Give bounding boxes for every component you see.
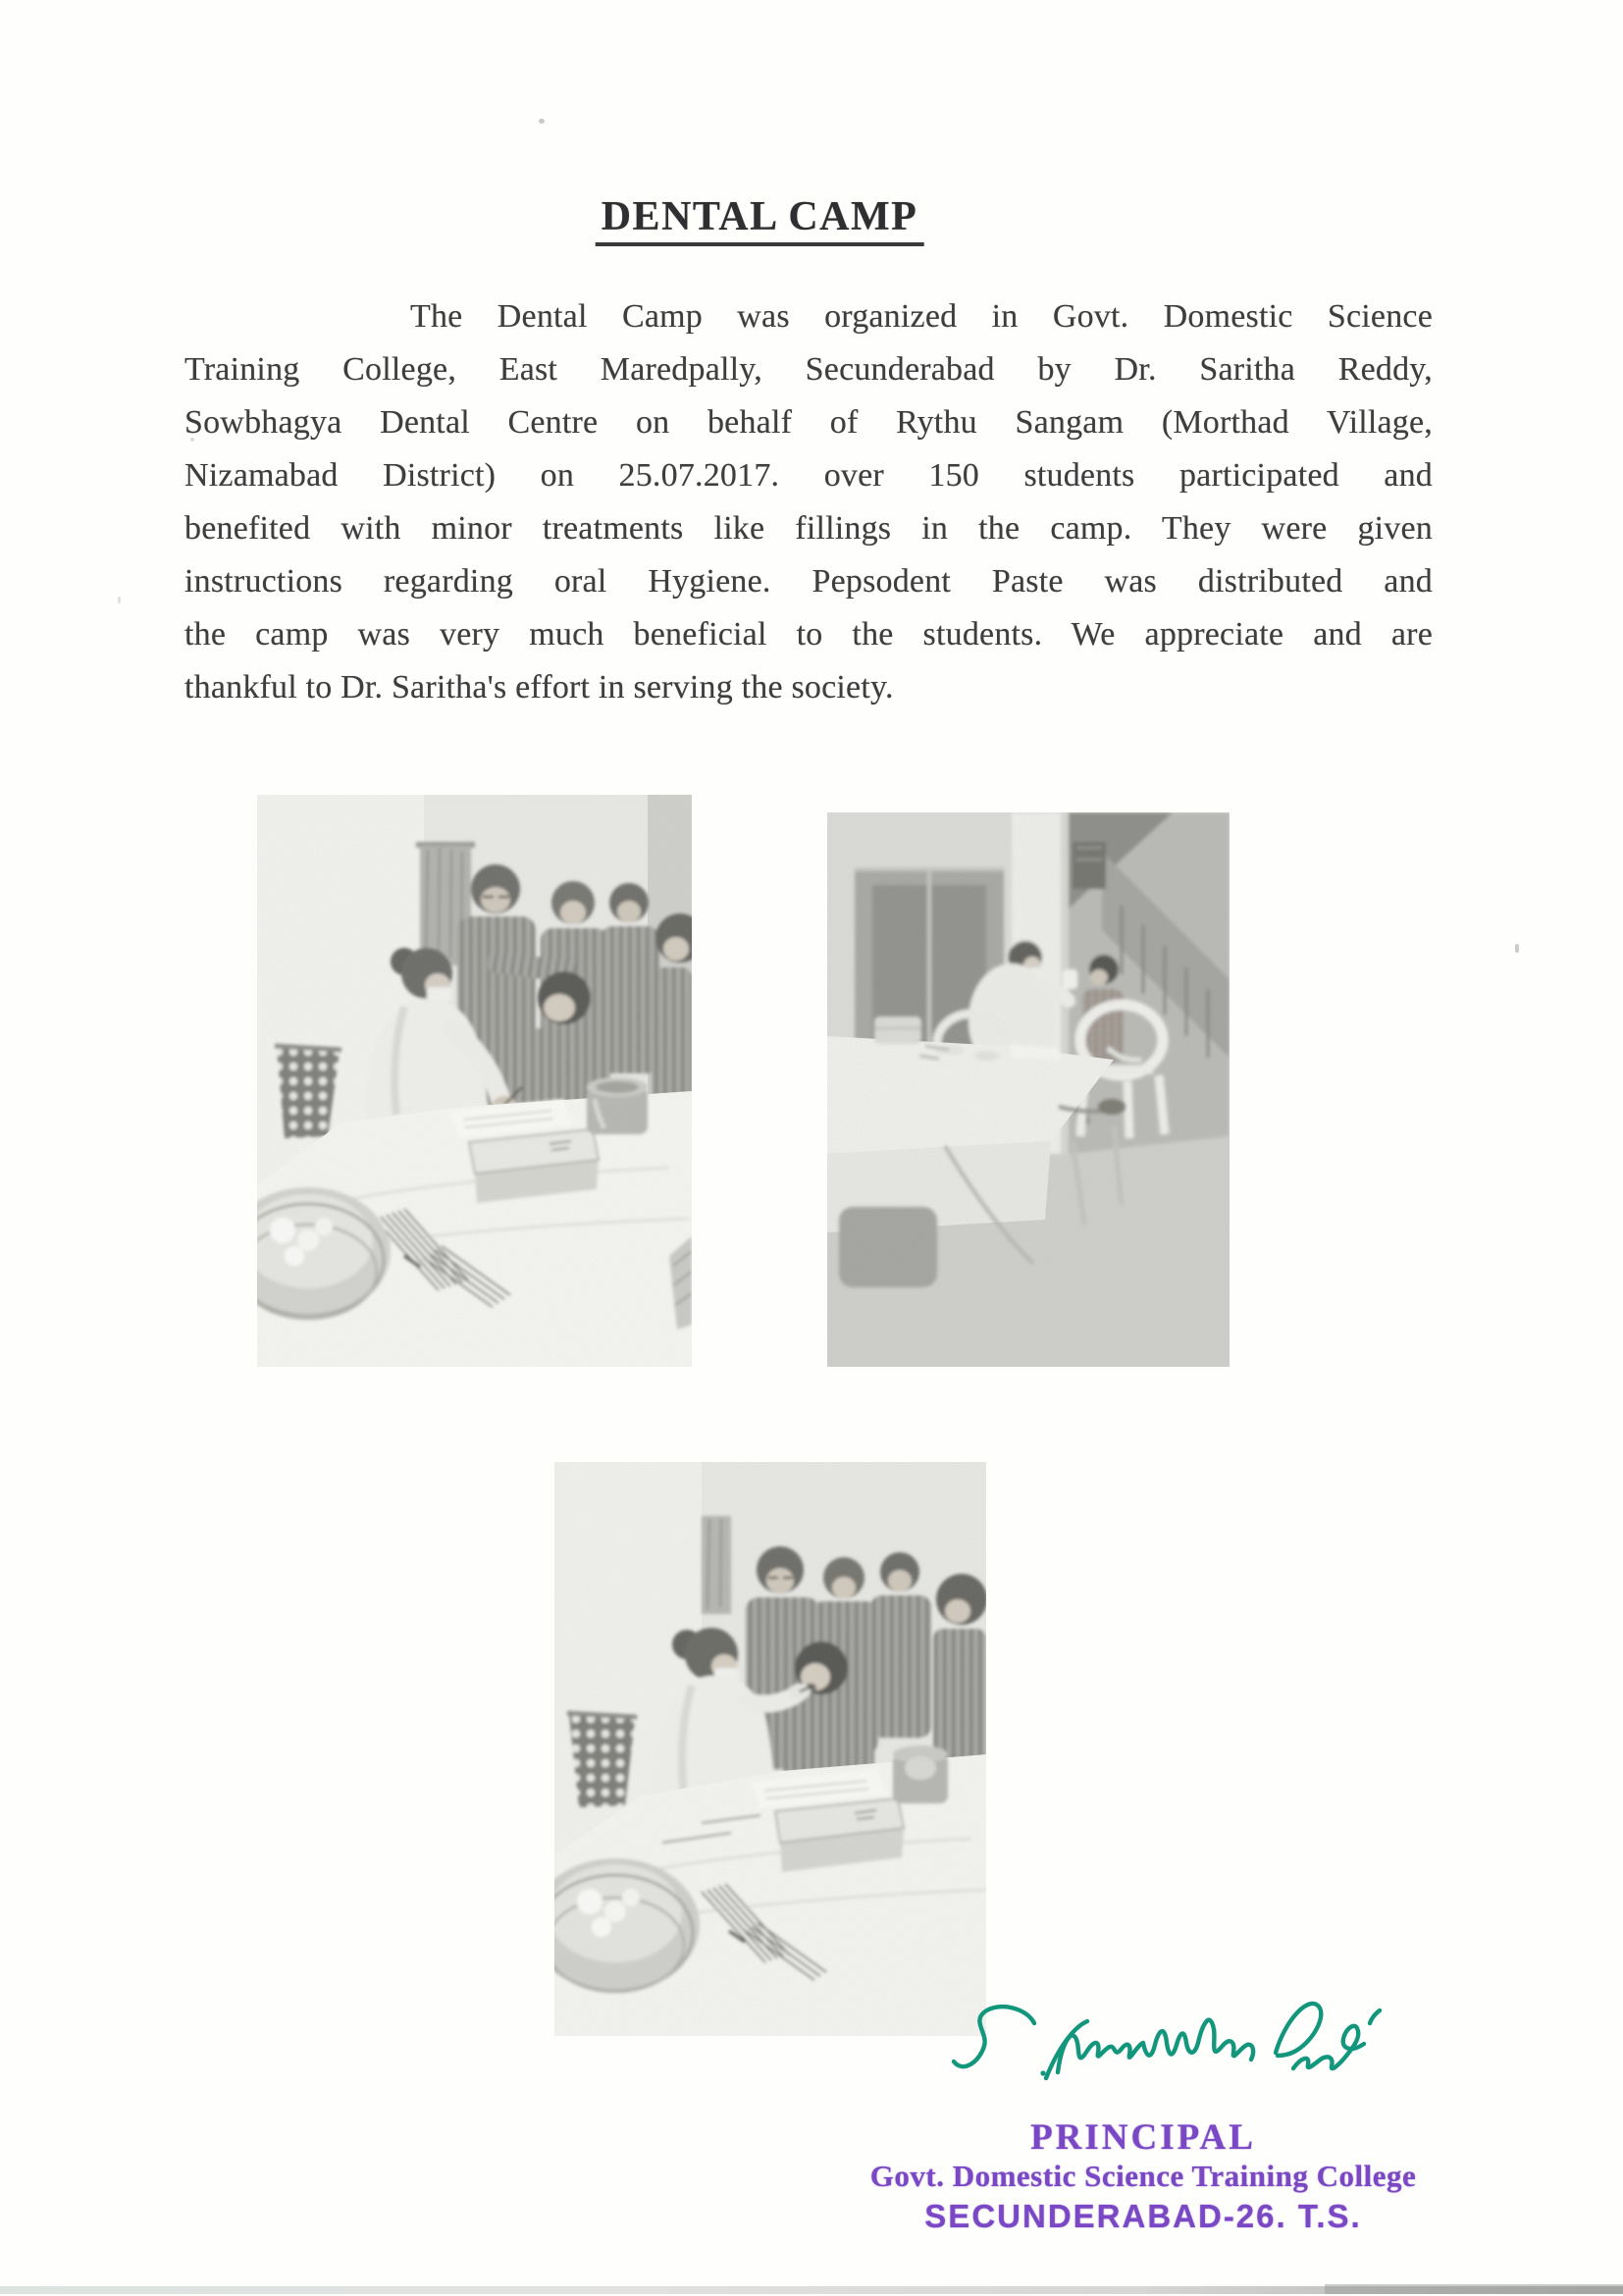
stamp-line-city: SECUNDERABAD-26. T.S. [924, 2198, 1362, 2234]
report-paragraph [184, 290, 1433, 714]
paragraph-line: Nizamabad District) on 25.07.2017. over 150 students participated and [184, 457, 1433, 494]
photo-dentist-writing-at-table [257, 795, 692, 1367]
paragraph-line: thankful to Dr. Saritha's effort in serving the society. [184, 669, 894, 705]
paragraph-line: The Dental Camp was organized in Govt. Domestic Science [410, 298, 1433, 335]
stamp-line-principal: PRINCIPAL [1030, 2117, 1256, 2158]
photo-dentist-examining-child-in-hall [827, 812, 1230, 1367]
scan-edge-band-right [1325, 2284, 1623, 2294]
scan-speck [539, 119, 545, 124]
scan-speck [190, 438, 194, 442]
paragraph-line: the camp was very much beneficial to the students. We appreciate and are [184, 616, 1433, 652]
page-title: DENTAL CAMP [596, 193, 924, 246]
paragraph-line: benefited with minor treatments like fillings in the camp. They were given [184, 510, 1433, 547]
photo-dentist-examining-student [554, 1462, 986, 2036]
principal-signature [948, 1986, 1389, 2104]
paragraph-line: instructions regarding oral Hygiene. Pepsodent Paste was distributed and [184, 563, 1433, 600]
paragraph-line: Training College, East Maredpally, Secunderabad by Dr. Saritha Reddy, [184, 351, 1433, 388]
scan-speck [1515, 944, 1519, 953]
paragraph-line: Sowbhagya Dental Centre on behalf of Rythu Sangam (Morthad Village, [184, 404, 1433, 441]
scan-speck [118, 597, 121, 603]
stamp-line-college: Govt. Domestic Science Training College [869, 2159, 1417, 2193]
